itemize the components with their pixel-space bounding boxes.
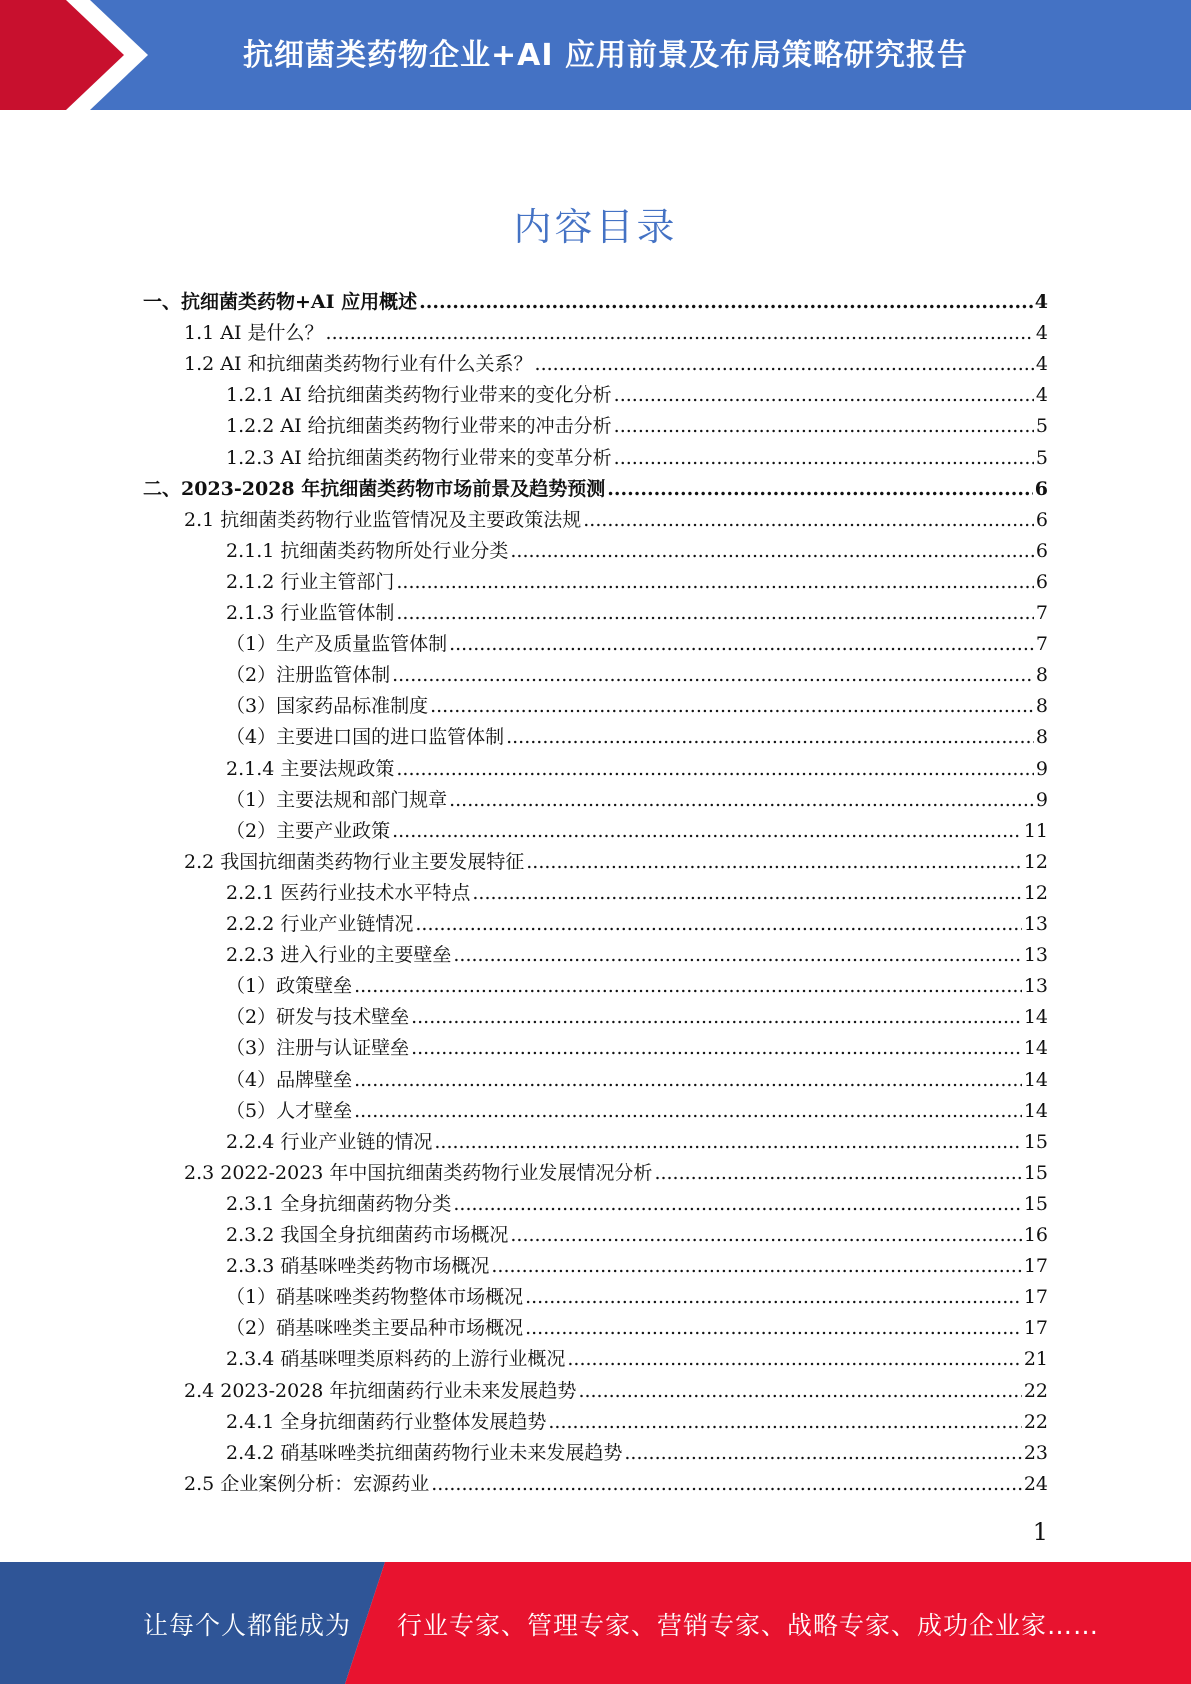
toc-entry[interactable]	[143, 284, 1048, 314]
toc-entry-label: 2.3.1 全身抗细菌药物分类	[226, 1192, 452, 1215]
toc-entry[interactable]	[226, 657, 1048, 687]
toc-leader-dots	[525, 1285, 1022, 1309]
toc-entry-label: （1）生产及质量监管体制	[226, 633, 448, 656]
toc-leader-dots	[431, 1472, 1022, 1496]
toc-leader-dots	[548, 1410, 1021, 1434]
toc-leader-dots	[624, 1441, 1021, 1465]
toc-entry-label: 2.1.3 行业监管体制	[226, 602, 395, 624]
toc-entry-page: 4	[1035, 384, 1048, 407]
page-number: 1	[1032, 1518, 1048, 1546]
toc-entry-label: （1）主要法规和部门规章	[226, 788, 448, 811]
toc-entry[interactable]	[226, 1217, 1048, 1247]
toc-leader-dots	[411, 1005, 1022, 1029]
toc-entry-page: 12	[1023, 881, 1048, 904]
toc-entry-label: （2）主要产业政策	[226, 819, 391, 842]
toc-leader-dots	[415, 912, 1021, 936]
toc-entry-page: 8	[1035, 726, 1048, 749]
toc-entry-page: 14	[1023, 1099, 1048, 1122]
toc-entry[interactable]	[226, 1062, 1048, 1092]
toc-entry-label: 1.2.1 AI 给抗细菌类药物行业带来的变化分析	[226, 384, 612, 407]
toc-entry-page: 13	[1023, 944, 1048, 967]
toc-leader-dots	[614, 414, 1034, 438]
toc-entry[interactable]	[226, 782, 1048, 812]
toc-entry[interactable]	[226, 1341, 1048, 1371]
toc-leader-dots	[449, 788, 1034, 812]
toc-entry-label: 2.3 2022-2023 年中国抗细菌类药物行业发展情况分析	[184, 1161, 653, 1184]
toc-leader-dots	[449, 632, 1034, 656]
toc-entry-label: （1）硝基咪唑类药物整体市场概况	[226, 1286, 524, 1309]
toc-leader-dots	[614, 446, 1034, 470]
toc-leader-dots	[354, 974, 1022, 998]
toc-leader-dots	[430, 694, 1034, 718]
toc-entry-page: 15	[1023, 1130, 1048, 1153]
toc-entry-label: 1.2.2 AI 给抗细菌类药物行业带来的冲击分析	[226, 415, 612, 438]
toc-leader-dots	[525, 1316, 1022, 1340]
toc-entry-page: 22	[1023, 1379, 1048, 1402]
toc-leader-dots	[578, 1379, 1021, 1403]
toc-leader-dots	[396, 757, 1034, 781]
toc-entry[interactable]	[184, 502, 1048, 532]
toc-leader-dots	[453, 943, 1021, 967]
toc-entry[interactable]	[226, 1030, 1048, 1060]
footer-slogan-right: 行业专家、管理专家、营销专家、战略专家、成功企业家……	[397, 1611, 1100, 1640]
toc-leader-dots	[396, 570, 1034, 594]
toc-entry-label: 1.1 AI 是什么？	[184, 322, 324, 345]
toc-entry[interactable]	[184, 346, 1048, 376]
toc-entry-page: 9	[1035, 788, 1048, 811]
toc-entry[interactable]	[226, 377, 1048, 407]
toc-entry-page: 14	[1023, 1068, 1048, 1091]
toc-entry-page: 4	[1035, 353, 1048, 376]
toc-entry-label: 一、抗细菌类药物+AI 应用概述	[143, 291, 418, 313]
toc-leader-dots	[392, 663, 1034, 687]
toc-entry[interactable]	[226, 440, 1048, 470]
toc-entry-page: 17	[1023, 1255, 1048, 1278]
toc-entry[interactable]	[226, 408, 1048, 438]
toc-entry-page: 9	[1035, 757, 1048, 780]
toc-entry-page: 4	[1035, 322, 1048, 345]
report-title: 抗细菌类药物企业+AI 应用前景及布局策略研究报告	[243, 38, 968, 73]
toc-entry[interactable]	[226, 906, 1048, 936]
toc-leader-dots	[472, 881, 1021, 905]
toc-leader-dots	[354, 1099, 1022, 1123]
toc-entry[interactable]	[184, 1466, 1048, 1496]
toc-entry-page: 14	[1023, 1006, 1048, 1029]
toc-entry-page: 7	[1035, 633, 1048, 656]
toc-entry[interactable]	[226, 875, 1048, 905]
toc-entry-page: 5	[1035, 446, 1048, 469]
toc-entry-label: 2.5 企业案例分析：宏源药业	[184, 1472, 430, 1495]
toc-entry[interactable]	[226, 1186, 1048, 1216]
toc-entry-page: 14	[1023, 1037, 1048, 1060]
toc-entry-page: 5	[1035, 415, 1048, 438]
toc-entry[interactable]	[184, 1155, 1048, 1185]
toc-entry-label: 2.4.1 全身抗细菌药行业整体发展趋势	[226, 1410, 547, 1433]
toc-leader-dots	[607, 477, 1033, 501]
toc-entry-label: （2）研发与技术壁垒	[226, 1006, 410, 1029]
toc-entry-page: 13	[1023, 913, 1048, 935]
toc-leader-dots	[510, 1223, 1021, 1247]
toc-entry[interactable]	[226, 595, 1048, 625]
toc-entry-label: 2.3.2 我国全身抗细菌药市场概况	[226, 1224, 509, 1246]
footer-slogan-left: 让每个人都能成为	[143, 1611, 352, 1640]
toc-entry-page: 15	[1023, 1161, 1048, 1184]
toc-entry-page: 22	[1023, 1410, 1048, 1433]
toc-entry-page: 21	[1023, 1348, 1048, 1371]
toc-leader-dots	[326, 321, 1034, 345]
toc-entry[interactable]	[226, 1124, 1048, 1154]
toc-entry[interactable]	[184, 1373, 1048, 1403]
toc-entry-page: 6	[1035, 570, 1048, 593]
toc-entry-page: 6	[1035, 508, 1048, 531]
toc-entry-label: 2.2.3 进入行业的主要壁垒	[226, 944, 452, 967]
toc-entry-page: 13	[1023, 975, 1048, 998]
toc-entry-label: （2）硝基咪唑类主要品种市场概况	[226, 1317, 524, 1340]
toc-entry[interactable]	[184, 315, 1048, 345]
toc-leader-dots	[392, 819, 1022, 843]
toc-leader-dots	[583, 508, 1034, 532]
toc-entry-page: 8	[1035, 695, 1048, 718]
toc-entry[interactable]	[226, 564, 1048, 594]
toc-entry-label: 2.1.2 行业主管部门	[226, 570, 395, 593]
toc-leader-dots	[411, 1036, 1022, 1060]
toc-leader-dots	[535, 352, 1034, 376]
toc-entry-page: 6	[1035, 539, 1048, 562]
toc-entry-page: 8	[1035, 664, 1048, 687]
toc-leader-dots	[526, 850, 1022, 874]
toc-entry-label: （3）注册与认证壁垒	[226, 1037, 410, 1060]
toc-entry-label: 2.2.1 医药行业技术水平特点	[226, 881, 471, 904]
toc-entry-page: 24	[1023, 1472, 1048, 1495]
toc-entry-label: 2.2.2 行业产业链情况	[226, 913, 414, 935]
toc-entry-label: 2.2 我国抗细菌类药物行业主要发展特征	[184, 850, 525, 873]
toc-entry-page: 16	[1023, 1224, 1048, 1246]
toc-entry[interactable]	[226, 999, 1048, 1029]
toc-entry[interactable]	[184, 844, 1048, 874]
toc-leader-dots	[419, 290, 1033, 314]
toc-leader-dots	[567, 1347, 1021, 1371]
footer-banner	[0, 1562, 1191, 1684]
toc-leader-dots	[506, 725, 1034, 749]
toc-entry-page: 17	[1023, 1317, 1048, 1340]
toc-entry-label: （2）注册监管体制	[226, 664, 391, 687]
toc-entry-label: 2.2.4 行业产业链的情况	[226, 1130, 433, 1153]
toc-entry-page: 7	[1035, 602, 1048, 624]
toc-heading: 内容目录	[513, 205, 678, 249]
toc-leader-dots	[614, 383, 1034, 407]
toc-entry-label: （1）政策壁垒	[226, 975, 353, 998]
toc-entry-page: 15	[1023, 1192, 1048, 1215]
toc-entry-page: 23	[1023, 1441, 1048, 1464]
toc-entry[interactable]	[226, 968, 1048, 998]
toc-leader-dots	[491, 1254, 1021, 1278]
toc-entry-label: 1.2 AI 和抗细菌类药物行业有什么关系？	[184, 353, 533, 376]
toc-leader-dots	[434, 1130, 1021, 1154]
toc-leader-dots	[453, 1192, 1021, 1216]
toc-entry-label: 1.2.3 AI 给抗细菌类药物行业带来的变革分析	[226, 446, 612, 469]
toc-entry-label: 2.4.2 硝基咪唑类抗细菌药物行业未来发展趋势	[226, 1441, 623, 1464]
toc-entry[interactable]	[226, 813, 1048, 843]
header-banner	[0, 0, 1191, 110]
toc-entry-label: 2.4 2023-2028 年抗细菌药行业未来发展趋势	[184, 1379, 577, 1402]
toc-entry-label: （4）主要进口国的进口监管体制	[226, 726, 505, 749]
toc-entry-label: 二、2023-2028 年抗细菌类药物市场前景及趋势预测	[143, 477, 606, 500]
toc-leader-dots	[654, 1161, 1021, 1185]
toc-entry[interactable]	[226, 1435, 1048, 1465]
toc-entry-label: 2.1.1 抗细菌类药物所处行业分类	[226, 539, 509, 562]
toc-leader-dots	[510, 539, 1034, 563]
toc-entry[interactable]	[226, 1310, 1048, 1340]
toc-leader-dots	[396, 601, 1034, 625]
toc-entry[interactable]	[226, 533, 1048, 563]
toc-entry-page: 4	[1034, 291, 1048, 313]
toc-entry[interactable]	[226, 1248, 1048, 1278]
toc-entry[interactable]	[226, 1093, 1048, 1123]
toc-entry[interactable]	[226, 719, 1048, 749]
toc-entry[interactable]	[143, 471, 1048, 501]
toc-entry[interactable]	[226, 688, 1048, 718]
toc-entry-label: 2.1 抗细菌类药物行业监管情况及主要政策法规	[184, 508, 582, 531]
toc-entry[interactable]	[226, 937, 1048, 967]
toc-entry[interactable]	[226, 626, 1048, 656]
toc-entry-label: 2.3.3 硝基咪唑类药物市场概况	[226, 1255, 490, 1278]
toc-entry[interactable]	[226, 751, 1048, 781]
toc-entry-label: （3）国家药品标准制度	[226, 695, 429, 718]
toc-leader-dots	[354, 1068, 1022, 1092]
toc-entry-label: （4）品牌壁垒	[226, 1068, 353, 1091]
toc-entry-page: 12	[1023, 850, 1048, 873]
toc-entry-page: 6	[1034, 477, 1048, 500]
toc-entry-label: 2.1.4 主要法规政策	[226, 757, 395, 780]
toc-entry[interactable]	[226, 1404, 1048, 1434]
toc-entry[interactable]	[226, 1279, 1048, 1309]
toc-entry-label: （5）人才壁垒	[226, 1099, 353, 1122]
toc-entry-page: 17	[1023, 1286, 1048, 1309]
toc-entry-label: 2.3.4 硝基咪哩类原料药的上游行业概况	[226, 1348, 566, 1371]
toc-entry-page: 11	[1023, 819, 1048, 842]
